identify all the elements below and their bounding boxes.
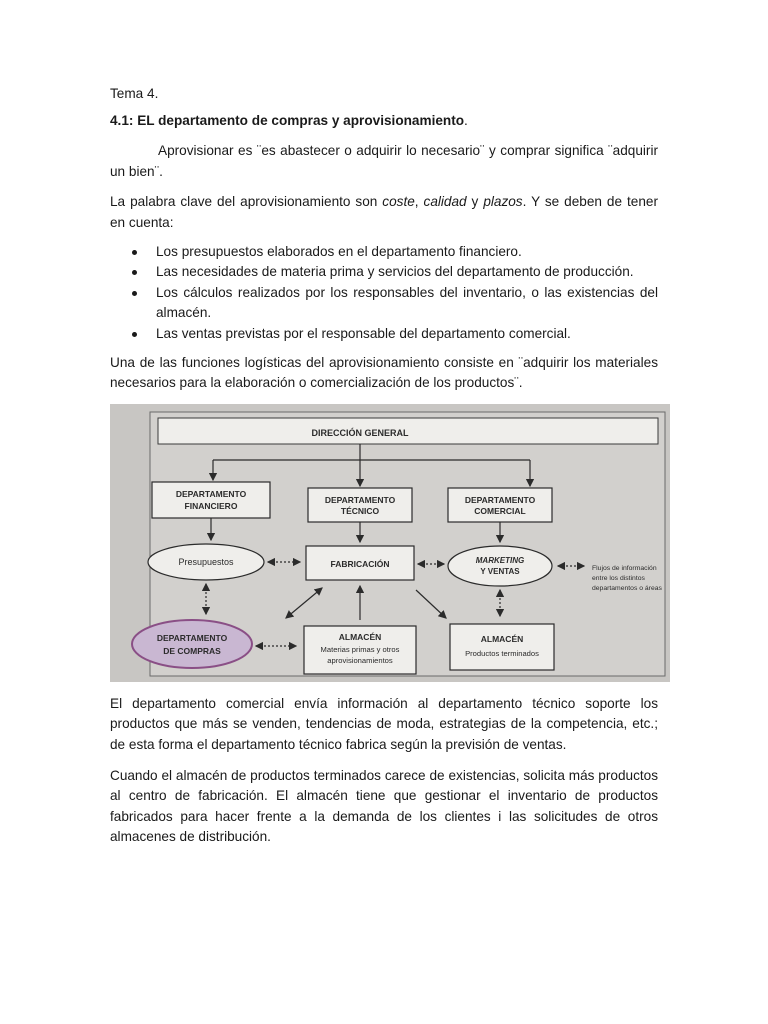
list-item-text: Los presupuestos elaborados en el departamento financiero.: [156, 243, 522, 259]
label-tecnico-1: DEPARTAMENTO: [324, 494, 396, 505]
label-marketing-2: Y VENTAS: [480, 566, 520, 576]
definition-paragraph: Aprovisionar es ¨es abastecer o adquirir lo necesario¨ y comprar significa ¨adquirir un bien¨.: [110, 143, 658, 179]
considerations-list: [110, 242, 658, 345]
list-item: [110, 324, 658, 345]
label-almacen-mp-3: aprovisionamientos: [327, 655, 393, 665]
label-comercial-2: COMERCIAL: [474, 505, 526, 516]
label-almacen-pt-1: ALMACÉN: [480, 633, 524, 644]
keyword-calidad: calidad: [423, 194, 467, 210]
org-chart-diagram: [110, 404, 670, 682]
keywords-sep2: y: [466, 194, 484, 210]
bullet-icon: [132, 332, 137, 337]
label-compras-1: DEPARTAMENTO: [156, 632, 228, 643]
list-item: [110, 242, 658, 263]
keywords-post: . Y se deben de tener en cuenta:: [110, 194, 658, 230]
keywords-pre: La palabra clave del aprovisionamiento son: [110, 194, 383, 210]
label-financiero-2: FINANCIERO: [184, 500, 238, 511]
label-marketing-1: MARKETING: [475, 555, 525, 565]
keyword-coste: coste: [382, 194, 415, 210]
label-presupuestos: Presupuestos: [178, 556, 234, 567]
legend-flujos-3: departamentos o áreas: [592, 584, 662, 592]
commercial-paragraph: El departamento comercial envía información al departamento técnico soporte los productos que más se venden, tendencias de moda, estrategias de la competencia, etc.; de esta forma el departamento técnico fabrica según la previsión de ventas.: [110, 695, 658, 752]
list-item-text: Las necesidades de materia prima y servicios del departamento de producción.: [156, 264, 634, 280]
warehouse-paragraph: Cuando el almacén de productos terminados carece de existencias, solicita más productos al centro de fabricación. El almacén tiene que gestionar el inventario de productos fabricados para hacer frente a la demanda de los clientes i las solicitudes de otros almacenes de distribución.: [110, 767, 658, 845]
label-comercial-1: DEPARTAMENTO: [464, 494, 536, 505]
list-item: [110, 283, 658, 324]
label-fabricacion: FABRICACIÓN: [330, 558, 390, 569]
box-departamento-financiero: [152, 482, 270, 518]
ellipse-departamento-compras: [132, 620, 252, 668]
section-heading: [110, 111, 658, 132]
org-chart-photo: [110, 404, 670, 682]
ellipse-marketing-ventas: [448, 546, 552, 586]
label-direccion-general: DIRECCIÓN GENERAL: [311, 427, 409, 438]
topic-label: Tema 4.: [110, 86, 159, 101]
section-heading-bold: 4.1: EL departamento de compras y aprovisionamiento: [110, 112, 465, 128]
legend-flujos-1: Flujos de información: [592, 564, 657, 572]
list-item: [110, 262, 658, 283]
bullet-icon: [132, 250, 137, 255]
list-item-text: Las ventas previstas por el responsable del departamento comercial.: [156, 325, 571, 341]
bullet-icon: [132, 270, 137, 275]
keywords-sep1: ,: [414, 194, 424, 210]
section-heading-tail: .: [464, 112, 468, 128]
label-almacen-mp-2: Materias primas y otros: [320, 644, 400, 654]
box-departamento-comercial: [448, 488, 552, 522]
keyword-plazos: plazos: [483, 194, 523, 210]
logistics-paragraph: Una de las funciones logísticas del aprovisionamiento consiste en ¨adquirir los materiales necesarios para la elaboración o comercialización de los productos¨.: [110, 354, 658, 391]
label-almacen-pt-2: Productos terminados: [465, 648, 539, 658]
label-almacen-mp-1: ALMACÉN: [338, 631, 382, 642]
box-almacen-productos-terminados: [450, 624, 554, 670]
label-tecnico-2: TÉCNICO: [340, 505, 380, 516]
label-compras-2: DE COMPRAS: [163, 645, 221, 656]
box-departamento-tecnico: [308, 488, 412, 522]
document-page: [110, 84, 662, 858]
legend-flujos-2: entre los distintos: [592, 574, 645, 582]
bullet-icon: [132, 291, 137, 296]
list-item-text: Los cálculos realizados por los responsables del inventario, o las existencias del almacén.: [156, 284, 658, 321]
label-financiero-1: DEPARTAMENTO: [175, 488, 247, 499]
keywords-paragraph: [110, 192, 658, 233]
